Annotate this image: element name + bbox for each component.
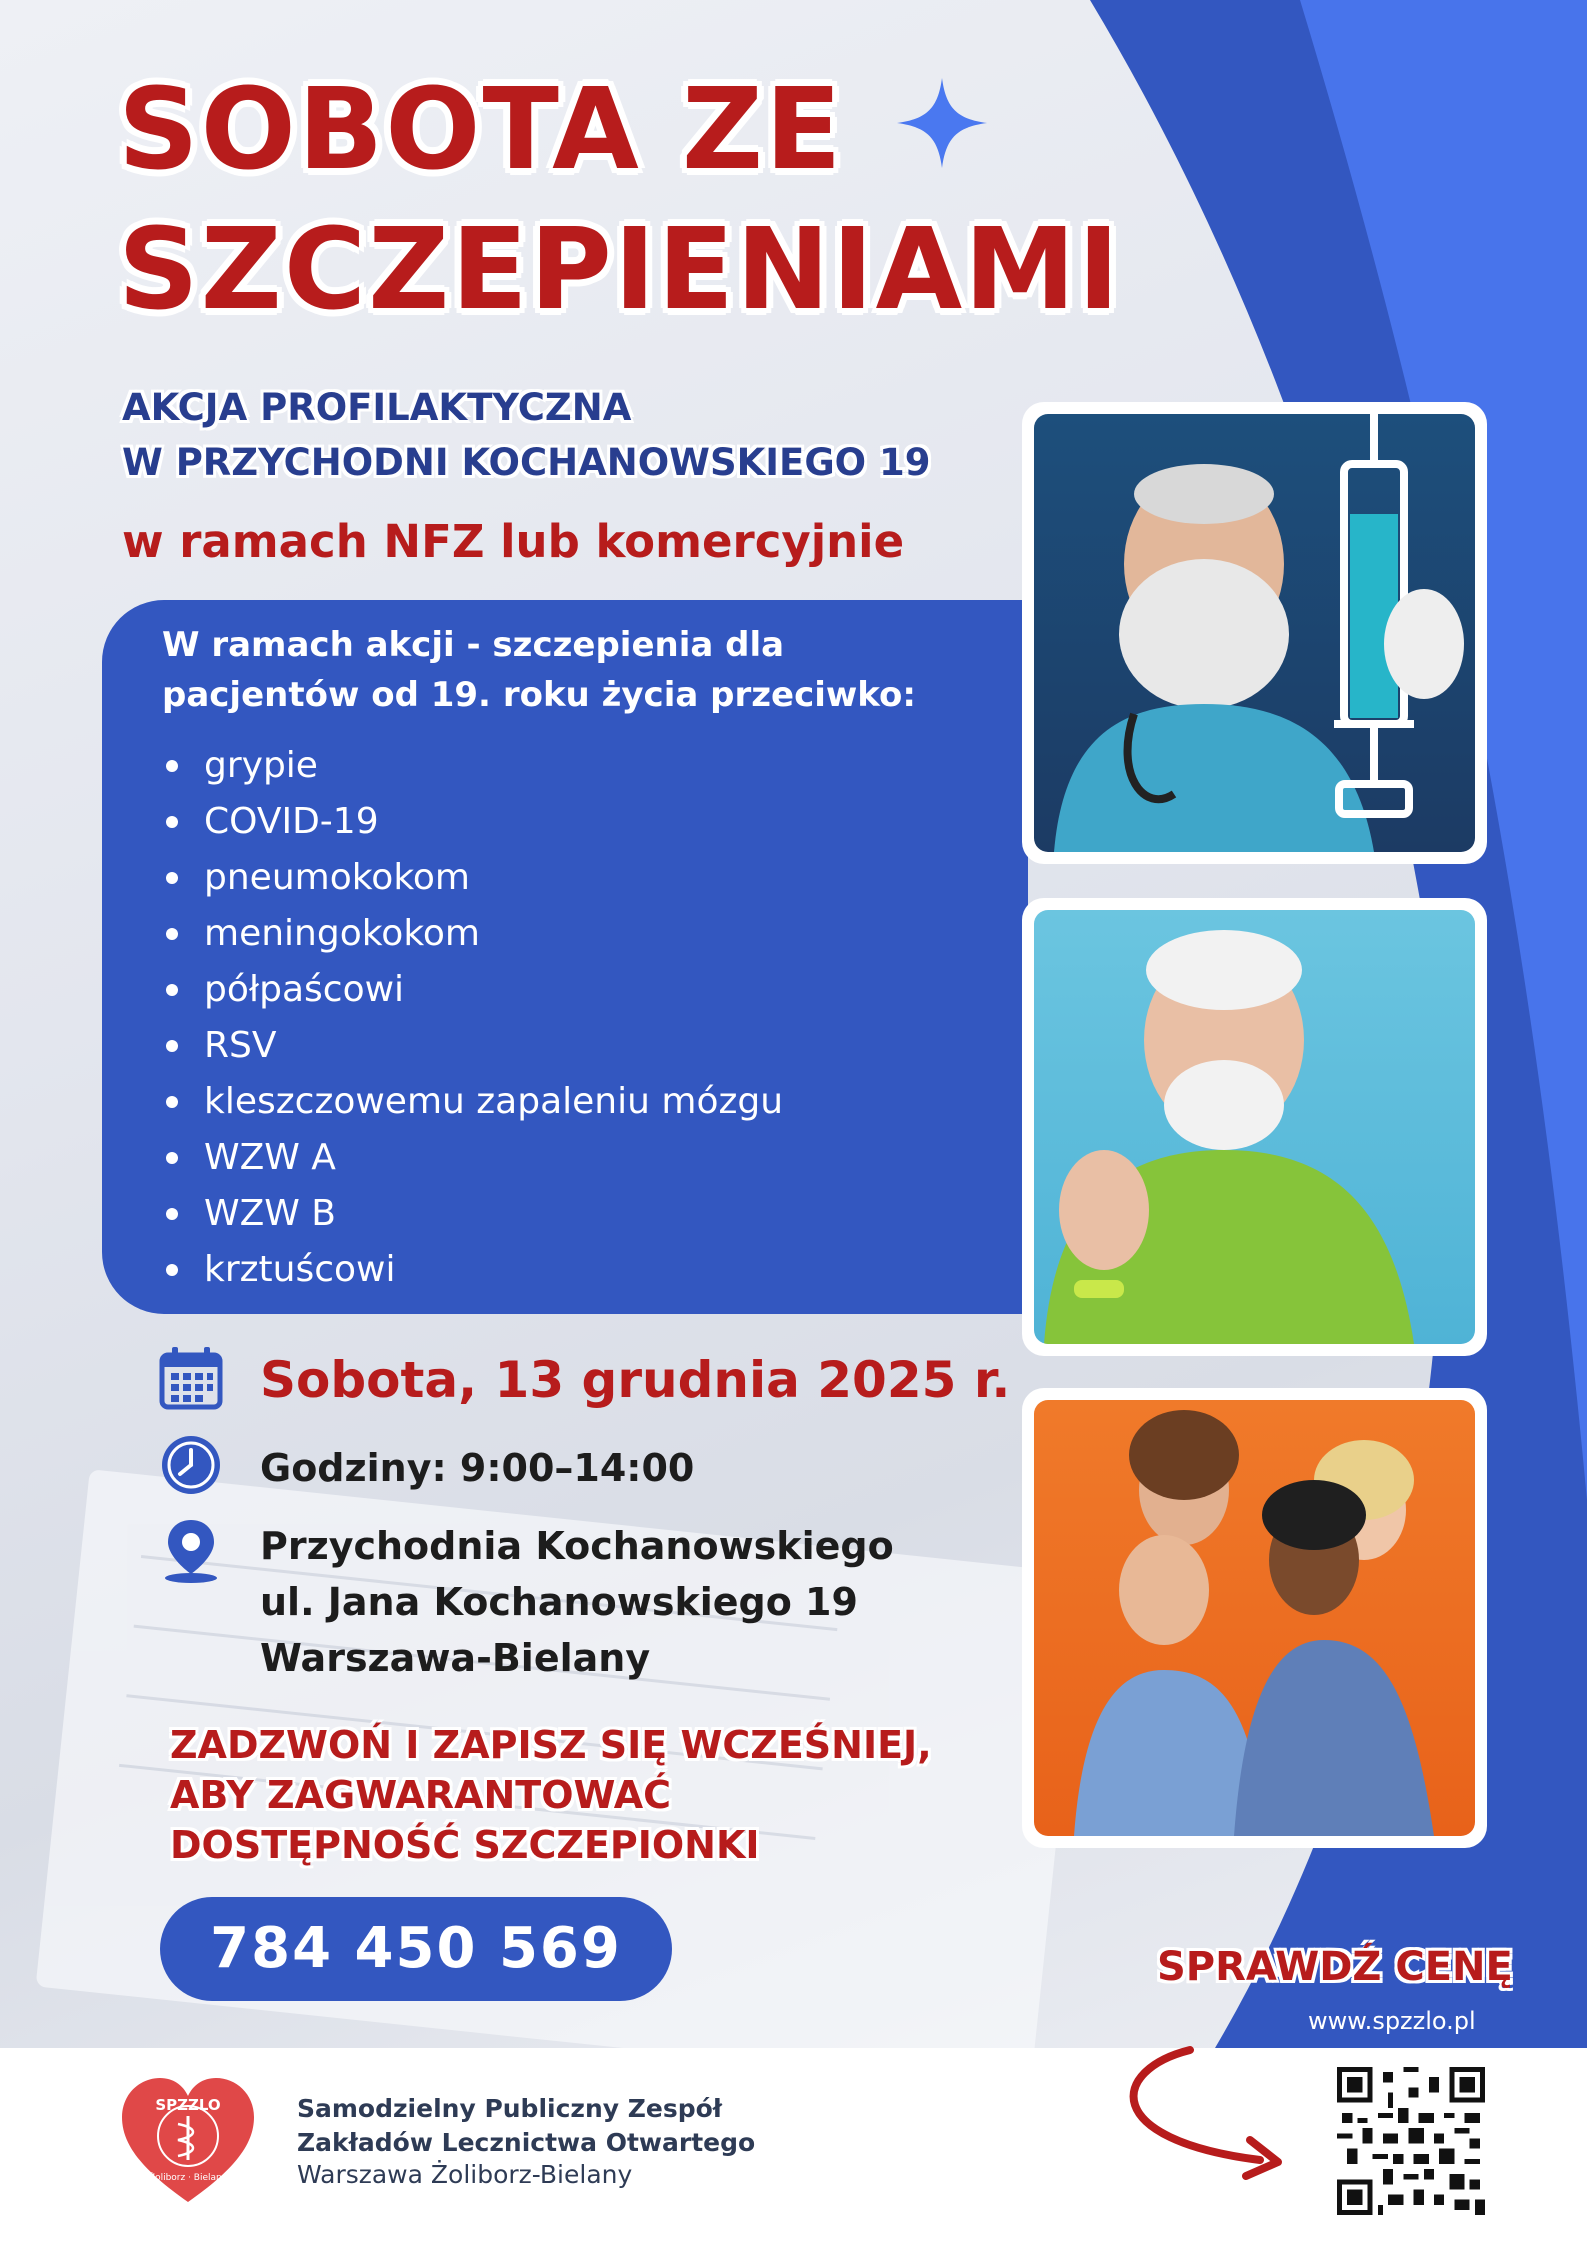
photo-frame-doctor: [1022, 402, 1487, 864]
event-place-row: [158, 1518, 894, 1686]
vaccine-info-box: [102, 600, 1028, 1314]
photo-doctor: [1034, 414, 1475, 852]
org-line-2: Zakładów Lecznictwa Otwartego: [297, 2128, 756, 2157]
logo-ring-text: Żoliborz · Bielany: [148, 2173, 228, 2183]
calendar-icon: [158, 1345, 224, 1411]
subtitle-line-1: AKCJA PROFILAKTYCZNA: [122, 386, 632, 429]
logo-text: SPZZLO: [155, 2096, 221, 2114]
check-price-label: SPRAWDŹ CENĘ: [1157, 1944, 1513, 1990]
place-line-2: ul. Jana Kochanowskiego 19: [260, 1580, 858, 1624]
website-link[interactable]: www.spzzlo.pl: [1308, 2007, 1476, 2035]
list-item: WZW B: [162, 1186, 1028, 1242]
event-date: Sobota, 13 grudnia 2025 r.: [260, 1351, 1011, 1409]
list-item: COVID-19: [162, 794, 1028, 850]
event-date-row: [158, 1345, 1010, 1411]
list-item: pneumokokom: [162, 850, 1028, 906]
list-item: meningokokom: [162, 906, 1028, 962]
call-to-action: [170, 1720, 932, 1870]
poster-title: [118, 60, 1121, 340]
location-pin-icon: [158, 1518, 224, 1584]
list-item: półpaścowi: [162, 962, 1028, 1018]
list-item: grypie: [162, 738, 1028, 794]
title-line-2: SZCZEPIENIAMI: [118, 205, 1122, 335]
event-time-row: [158, 1432, 694, 1498]
subtitle-line-2: W PRZYCHODNI KOCHANOWSKIEGO 19: [122, 441, 931, 484]
list-item: krztuścowi: [162, 1242, 1028, 1298]
list-item: RSV: [162, 1018, 1028, 1074]
qr-code[interactable]: [1337, 2067, 1485, 2215]
cta-line-1: ZADZWOŃ I ZAPISZ SIĘ WCZEŚNIEJ,: [170, 1723, 932, 1767]
photo-frame-senior: [1022, 898, 1487, 1356]
nfz-line: w ramach NFZ lub komercyjnie: [122, 515, 905, 568]
org-location: Warszawa Żoliborz-Bielany: [297, 2160, 633, 2189]
info-intro: W ramach akcji - szczepienia dla pacjentów od 19. roku życia przeciwko:: [162, 625, 916, 715]
curved-arrow-icon: [1100, 2040, 1290, 2190]
cta-line-3: DOSTĘPNOŚĆ SZCZEPIONKI: [170, 1823, 760, 1867]
clock-icon: [158, 1432, 224, 1498]
photo-frame-youth: [1022, 1388, 1487, 1848]
vaccine-list: [162, 738, 1028, 1298]
cta-line-2: ABY ZAGWARANTOWAĆ: [170, 1773, 672, 1817]
phone-number-button[interactable]: 784 450 569: [160, 1897, 672, 2001]
list-item: kleszczowemu zapaleniu mózgu: [162, 1074, 1028, 1130]
event-place: [260, 1518, 894, 1686]
org-line-1: Samodzielny Publiczny Zespół: [297, 2094, 723, 2123]
poster-subtitle: [122, 380, 931, 490]
photo-youth: [1034, 1400, 1475, 1836]
photo-senior: [1034, 910, 1475, 1344]
org-name: [297, 2092, 755, 2160]
title-line-1: SOBOTA ZE: [118, 65, 844, 195]
event-hours: Godziny: 9:00–14:00: [260, 1446, 695, 1490]
place-line-3: Warszawa-Bielany: [260, 1636, 651, 1680]
place-line-1: Przychodnia Kochanowskiego: [260, 1524, 894, 1568]
spzzlo-logo: [118, 2072, 258, 2212]
list-item: WZW A: [162, 1130, 1028, 1186]
